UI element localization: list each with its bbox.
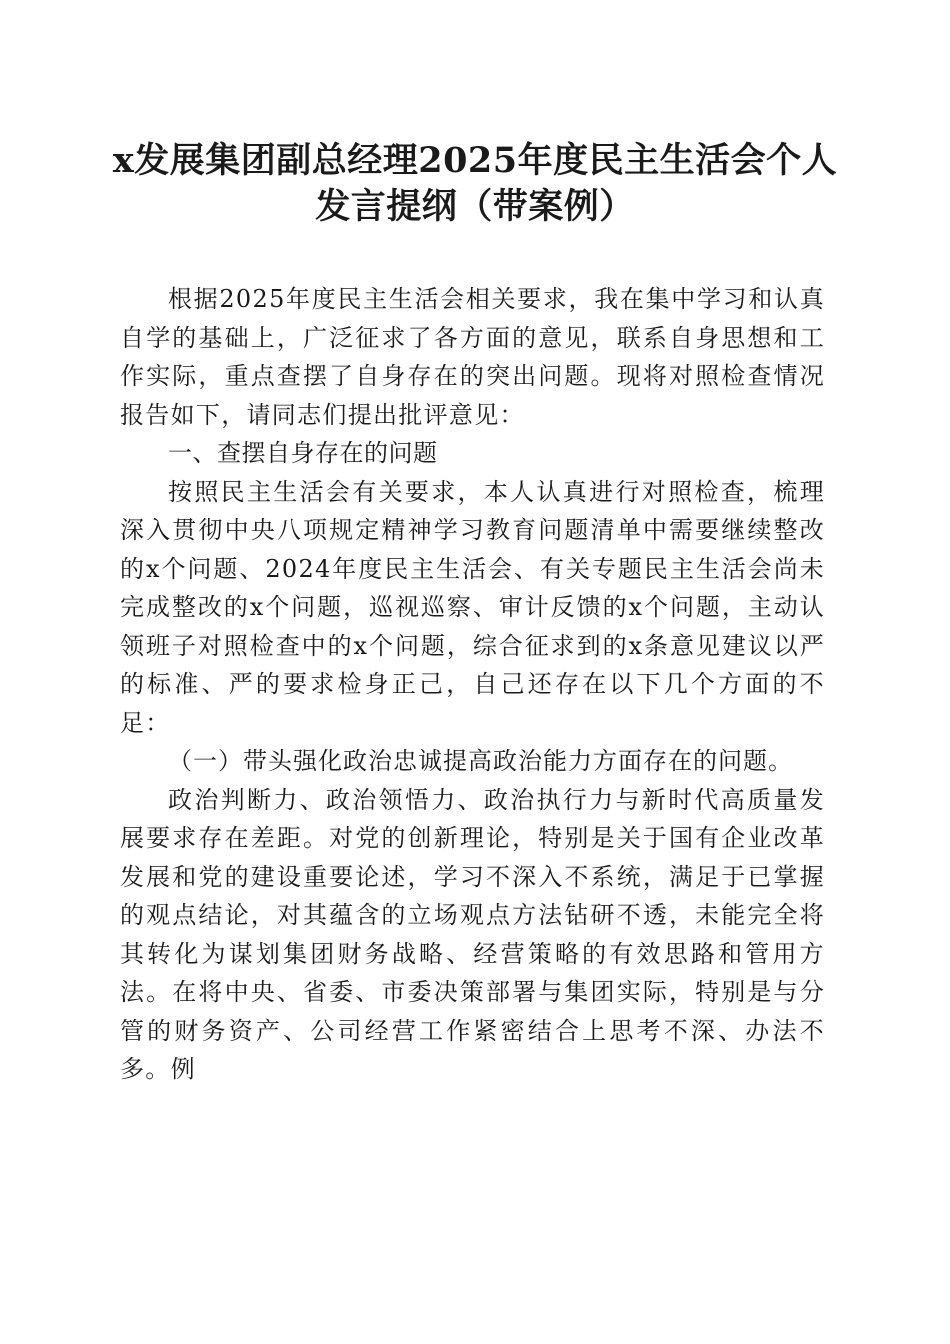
- section-heading-1: 一、查摆自身存在的问题: [168, 439, 438, 467]
- section-1-paragraph: 按照民主生活会有关要求，本人认真进行对照检查，梳理深入贯彻中央八项规定精神学习教育问题清单中需要继续整改的x个问题、2024年度民主生活会、有关专题民主生活会尚未完成整改的x个问题，巡视巡察、审计反馈的x个问题，主动认领班子对照检查中的x个问题，综合征求到的x条意见建议以严的标准、严的要求检身正己，自己还存在以下几个方面的不足：: [120, 477, 825, 737]
- document-body: [120, 280, 825, 1089]
- title-line-1: x发展集团副总经理2025年度民主生活会个人: [112, 140, 838, 181]
- subsection-heading-1: （一）带头强化政治忠诚提高政治能力方面存在的问题。: [168, 747, 793, 775]
- title-line-2: 发言提纲（带案例）: [315, 186, 635, 227]
- intro-paragraph: 根据2025年度民主生活会相关要求，我在集中学习和认真自学的基础上，广泛征求了各方面的意见，联系自身思想和工作实际，重点查摆了自身存在的突出问题。现将对照检查情况报告如下，请同志们提出批评意见：: [120, 285, 825, 429]
- subsection-1-paragraph: 政治判断力、政治领悟力、政治执行力与新时代高质量发展要求存在差距。对党的创新理论，特别是关于国有企业改革发展和党的建设重要论述，学习不深入不系统，满足于已掌握的观点结论，对其蕴含的立场观点方法钻研不透，未能完全将其转化为谋划集团财务战略、经营策略的有效思路和管用方法。在将中央、省委、市委决策部署与集团实际，特别是与分管的财务资产、公司经营工作紧密结合上思考不深、办法不多。例: [120, 785, 825, 1083]
- document-title: [100, 138, 850, 230]
